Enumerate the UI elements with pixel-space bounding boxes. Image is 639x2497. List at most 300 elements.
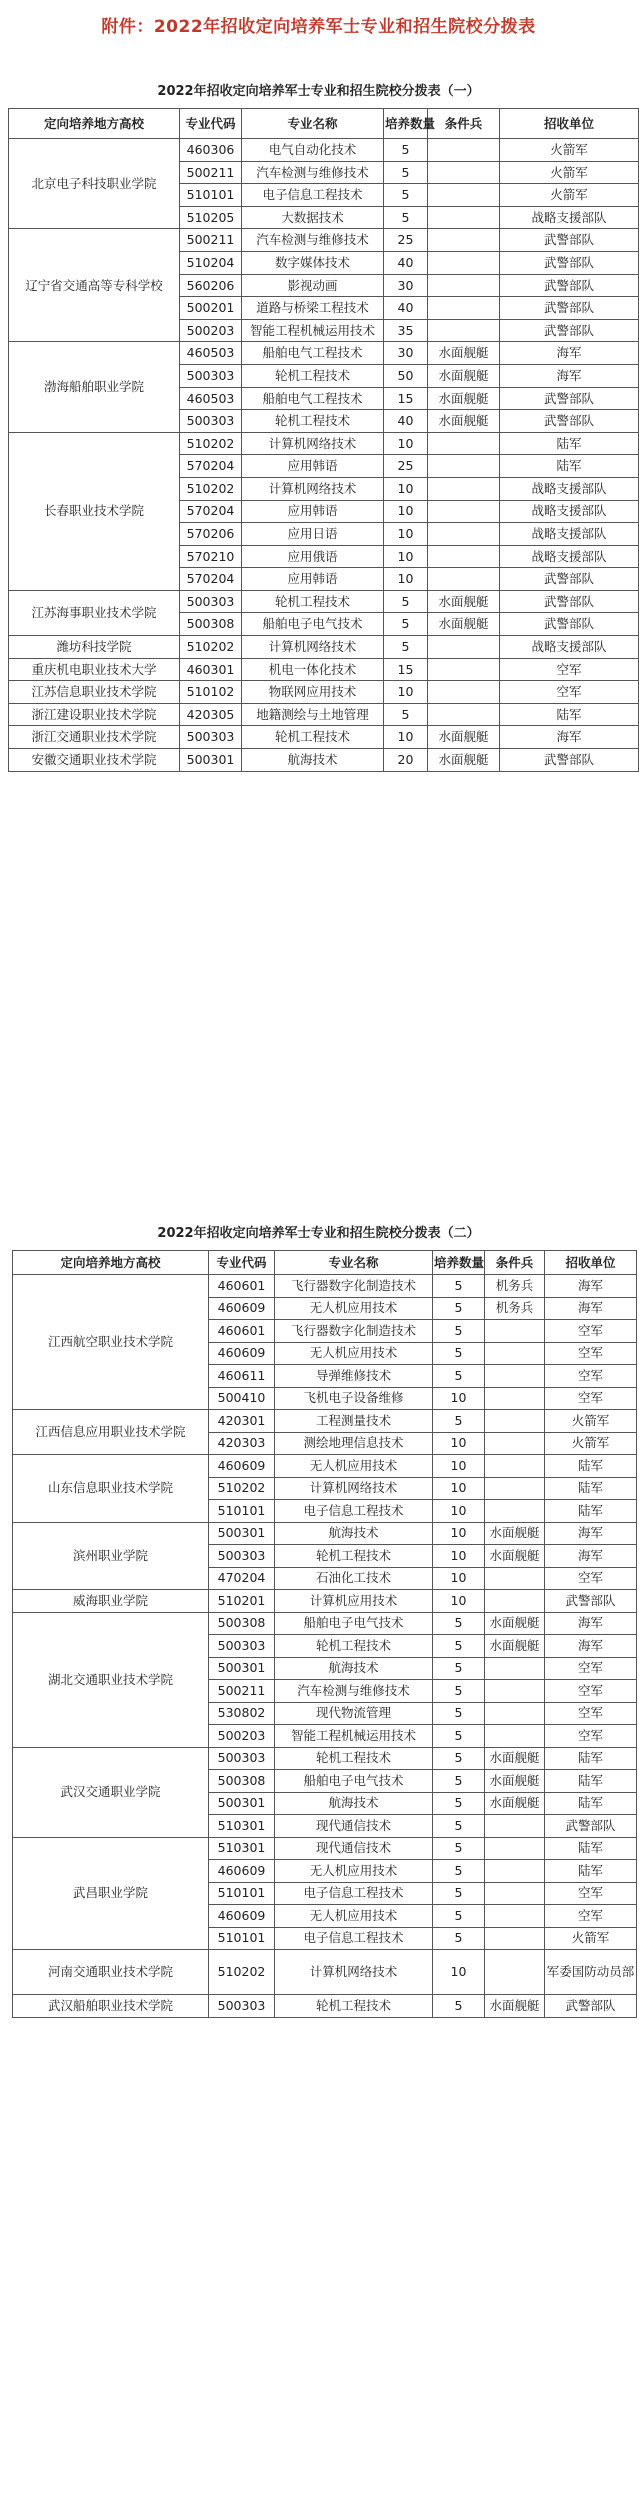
major-code: 500211 bbox=[180, 229, 242, 252]
recruiting-unit: 武警部队 bbox=[500, 274, 639, 297]
major-code: 420305 bbox=[180, 703, 242, 726]
major-code: 530802 bbox=[209, 1702, 275, 1725]
recruiting-unit: 火箭军 bbox=[545, 1410, 637, 1433]
major-code: 500303 bbox=[180, 726, 242, 749]
quantity: 25 bbox=[384, 229, 428, 252]
recruiting-unit: 武警部队 bbox=[545, 1995, 637, 2018]
major-name: 无人机应用技术 bbox=[275, 1860, 433, 1883]
recruiting-unit: 空军 bbox=[500, 658, 639, 681]
school-name: 辽宁省交通高等专科学校 bbox=[9, 229, 180, 342]
major-name: 船舶电子电气技术 bbox=[275, 1770, 433, 1793]
major-name: 智能工程机械运用技术 bbox=[242, 319, 384, 342]
major-name: 机电一体化技术 bbox=[242, 658, 384, 681]
quantity: 30 bbox=[384, 274, 428, 297]
major-code: 510202 bbox=[180, 432, 242, 455]
quantity: 15 bbox=[384, 387, 428, 410]
quantity: 5 bbox=[433, 1702, 485, 1725]
condition bbox=[485, 1477, 545, 1500]
condition bbox=[428, 161, 500, 184]
recruiting-unit: 海军 bbox=[545, 1275, 637, 1298]
major-name: 航海技术 bbox=[275, 1522, 433, 1545]
major-code: 510202 bbox=[180, 477, 242, 500]
major-code: 500203 bbox=[209, 1725, 275, 1748]
school-name: 湖北交通职业技术学院 bbox=[13, 1612, 209, 1747]
major-name: 汽车检测与维修技术 bbox=[275, 1680, 433, 1703]
major-name: 航海技术 bbox=[242, 749, 384, 772]
major-code: 500303 bbox=[209, 1995, 275, 2018]
major-name: 航海技术 bbox=[275, 1792, 433, 1815]
condition: 水面舰艇 bbox=[428, 410, 500, 433]
table-row bbox=[9, 432, 639, 455]
school-name: 武昌职业学院 bbox=[13, 1837, 209, 1950]
major-code: 510301 bbox=[209, 1837, 275, 1860]
recruiting-unit: 陆军 bbox=[545, 1477, 637, 1500]
major-name: 计算机网络技术 bbox=[275, 1950, 433, 1995]
header-quantity: 培养数量 bbox=[433, 1251, 485, 1275]
school-name: 浙江交通职业技术学院 bbox=[9, 726, 180, 749]
document-title: 附件：2022年招收定向培养军士专业和招生院校分拨表 bbox=[101, 17, 536, 37]
table-row bbox=[13, 1995, 637, 2018]
major-code: 510301 bbox=[209, 1815, 275, 1838]
major-code: 460301 bbox=[180, 658, 242, 681]
major-code: 510101 bbox=[209, 1500, 275, 1523]
major-code: 460601 bbox=[209, 1320, 275, 1343]
condition bbox=[485, 1410, 545, 1433]
major-name: 轮机工程技术 bbox=[275, 1747, 433, 1770]
table-row bbox=[9, 139, 639, 162]
condition bbox=[428, 523, 500, 546]
major-name: 现代通信技术 bbox=[275, 1815, 433, 1838]
quantity: 5 bbox=[433, 1320, 485, 1343]
major-name: 大数据技术 bbox=[242, 206, 384, 229]
quantity: 10 bbox=[433, 1477, 485, 1500]
header-major: 专业名称 bbox=[275, 1251, 433, 1275]
major-name: 现代通信技术 bbox=[275, 1837, 433, 1860]
condition bbox=[428, 274, 500, 297]
major-name: 导弹维修技术 bbox=[275, 1365, 433, 1388]
quantity: 5 bbox=[433, 1342, 485, 1365]
condition: 水面舰艇 bbox=[485, 1522, 545, 1545]
school-name: 江西航空职业技术学院 bbox=[13, 1275, 209, 1410]
recruiting-unit: 武警部队 bbox=[500, 749, 639, 772]
major-name: 计算机网络技术 bbox=[242, 432, 384, 455]
condition bbox=[485, 1342, 545, 1365]
recruiting-unit: 战略支援部队 bbox=[500, 523, 639, 546]
quantity: 25 bbox=[384, 455, 428, 478]
major-code: 420301 bbox=[209, 1410, 275, 1433]
quantity: 10 bbox=[384, 545, 428, 568]
major-name: 数字媒体技术 bbox=[242, 251, 384, 274]
major-name: 轮机工程技术 bbox=[275, 1635, 433, 1658]
recruiting-unit: 空军 bbox=[545, 1680, 637, 1703]
school-name: 浙江建设职业技术学院 bbox=[9, 703, 180, 726]
condition bbox=[485, 1365, 545, 1388]
condition bbox=[485, 1500, 545, 1523]
quantity: 10 bbox=[433, 1500, 485, 1523]
major-name: 智能工程机械运用技术 bbox=[275, 1725, 433, 1748]
table-row bbox=[13, 1837, 637, 1860]
major-code: 570204 bbox=[180, 455, 242, 478]
major-name: 船舶电气工程技术 bbox=[242, 342, 384, 365]
recruiting-unit: 空军 bbox=[545, 1725, 637, 1748]
condition bbox=[485, 1657, 545, 1680]
major-code: 500308 bbox=[209, 1770, 275, 1793]
major-code: 460609 bbox=[209, 1860, 275, 1883]
recruiting-unit: 火箭军 bbox=[545, 1432, 637, 1455]
condition bbox=[485, 1567, 545, 1590]
recruiting-unit: 战略支援部队 bbox=[500, 477, 639, 500]
condition bbox=[428, 184, 500, 207]
recruiting-unit: 武警部队 bbox=[545, 1815, 637, 1838]
major-code: 460611 bbox=[209, 1365, 275, 1388]
quantity: 5 bbox=[433, 1612, 485, 1635]
quantity: 5 bbox=[433, 1275, 485, 1298]
major-code: 500303 bbox=[180, 410, 242, 433]
major-name: 船舶电子电气技术 bbox=[275, 1612, 433, 1635]
quantity: 10 bbox=[384, 477, 428, 500]
table-row bbox=[9, 749, 639, 772]
recruiting-unit: 空军 bbox=[545, 1657, 637, 1680]
condition bbox=[428, 139, 500, 162]
recruiting-unit: 战略支援部队 bbox=[500, 636, 639, 659]
major-code: 510202 bbox=[209, 1477, 275, 1500]
table-row bbox=[13, 1612, 637, 1635]
condition bbox=[485, 1905, 545, 1928]
quantity: 5 bbox=[384, 613, 428, 636]
table-row bbox=[9, 681, 639, 704]
major-name: 无人机应用技术 bbox=[275, 1905, 433, 1928]
major-name: 电子信息工程技术 bbox=[275, 1927, 433, 1950]
quantity: 5 bbox=[433, 1927, 485, 1950]
condition bbox=[485, 1387, 545, 1410]
major-code: 500303 bbox=[180, 364, 242, 387]
header-unit: 招收单位 bbox=[500, 109, 639, 139]
major-name: 飞机电子设备维修 bbox=[275, 1387, 433, 1410]
major-code: 510204 bbox=[180, 251, 242, 274]
school-name: 安徽交通职业技术学院 bbox=[9, 749, 180, 772]
table-row bbox=[13, 1410, 637, 1433]
major-name: 无人机应用技术 bbox=[275, 1342, 433, 1365]
table-row bbox=[9, 726, 639, 749]
major-name: 无人机应用技术 bbox=[275, 1297, 433, 1320]
major-code: 500301 bbox=[180, 749, 242, 772]
condition bbox=[428, 500, 500, 523]
header-row bbox=[9, 109, 639, 139]
allocation-table-2 bbox=[12, 1250, 637, 2018]
school-name: 武汉交通职业学院 bbox=[13, 1747, 209, 1837]
recruiting-unit: 陆军 bbox=[500, 432, 639, 455]
condition bbox=[428, 703, 500, 726]
school-name: 渤海船舶职业学院 bbox=[9, 342, 180, 432]
recruiting-unit: 空军 bbox=[545, 1702, 637, 1725]
recruiting-unit: 陆军 bbox=[545, 1792, 637, 1815]
header-row bbox=[13, 1251, 637, 1275]
quantity: 10 bbox=[433, 1432, 485, 1455]
quantity: 35 bbox=[384, 319, 428, 342]
school-name: 武汉船舶职业技术学院 bbox=[13, 1995, 209, 2018]
quantity: 10 bbox=[384, 681, 428, 704]
major-code: 500203 bbox=[180, 319, 242, 342]
quantity: 5 bbox=[433, 1635, 485, 1658]
major-name: 计算机应用技术 bbox=[275, 1590, 433, 1613]
recruiting-unit: 武警部队 bbox=[545, 1590, 637, 1613]
recruiting-unit: 空军 bbox=[545, 1365, 637, 1388]
major-name: 轮机工程技术 bbox=[242, 726, 384, 749]
major-name: 船舶电气工程技术 bbox=[242, 387, 384, 410]
condition: 水面舰艇 bbox=[428, 364, 500, 387]
recruiting-unit: 陆军 bbox=[500, 703, 639, 726]
school-name: 威海职业学院 bbox=[13, 1590, 209, 1613]
major-name: 汽车检测与维修技术 bbox=[242, 229, 384, 252]
major-name: 计算机网络技术 bbox=[242, 636, 384, 659]
condition bbox=[485, 1590, 545, 1613]
quantity: 5 bbox=[433, 1657, 485, 1680]
recruiting-unit: 海军 bbox=[545, 1545, 637, 1568]
quantity: 30 bbox=[384, 342, 428, 365]
major-code: 510205 bbox=[180, 206, 242, 229]
table-row bbox=[9, 636, 639, 659]
condition bbox=[485, 1860, 545, 1883]
recruiting-unit: 空军 bbox=[545, 1905, 637, 1928]
major-code: 460609 bbox=[209, 1905, 275, 1928]
condition bbox=[428, 477, 500, 500]
table-row bbox=[9, 590, 639, 613]
recruiting-unit: 空军 bbox=[545, 1320, 637, 1343]
recruiting-unit: 武警部队 bbox=[500, 387, 639, 410]
condition: 水面舰艇 bbox=[428, 613, 500, 636]
quantity: 10 bbox=[384, 432, 428, 455]
recruiting-unit: 空军 bbox=[545, 1387, 637, 1410]
quantity: 5 bbox=[433, 1747, 485, 1770]
recruiting-unit: 武警部队 bbox=[500, 568, 639, 591]
school-name: 滨州职业学院 bbox=[13, 1522, 209, 1590]
major-code: 500211 bbox=[209, 1680, 275, 1703]
condition: 水面舰艇 bbox=[485, 1635, 545, 1658]
major-code: 460503 bbox=[180, 387, 242, 410]
table-caption: 2022年招收定向培养军士专业和招生院校分拨表（一） bbox=[157, 84, 480, 99]
header-condition: 条件兵 bbox=[428, 109, 500, 139]
table-row bbox=[9, 703, 639, 726]
major-code: 570206 bbox=[180, 523, 242, 546]
quantity: 5 bbox=[433, 1860, 485, 1883]
quantity: 5 bbox=[433, 1725, 485, 1748]
major-code: 500410 bbox=[209, 1387, 275, 1410]
major-code: 460306 bbox=[180, 139, 242, 162]
condition bbox=[485, 1680, 545, 1703]
major-code: 500303 bbox=[209, 1545, 275, 1568]
major-name: 计算机网络技术 bbox=[275, 1477, 433, 1500]
condition bbox=[485, 1815, 545, 1838]
condition: 水面舰艇 bbox=[485, 1747, 545, 1770]
major-name: 电气自动化技术 bbox=[242, 139, 384, 162]
recruiting-unit: 战略支援部队 bbox=[500, 545, 639, 568]
major-name: 电子信息工程技术 bbox=[275, 1882, 433, 1905]
major-name: 飞行器数字化制造技术 bbox=[275, 1275, 433, 1298]
quantity: 5 bbox=[433, 1410, 485, 1433]
quantity: 10 bbox=[433, 1590, 485, 1613]
major-code: 470204 bbox=[209, 1567, 275, 1590]
recruiting-unit: 武警部队 bbox=[500, 410, 639, 433]
major-name: 应用俄语 bbox=[242, 545, 384, 568]
quantity: 10 bbox=[384, 726, 428, 749]
school-name: 重庆机电职业技术大学 bbox=[9, 658, 180, 681]
recruiting-unit: 海军 bbox=[545, 1635, 637, 1658]
quantity: 5 bbox=[433, 1297, 485, 1320]
recruiting-unit: 海军 bbox=[545, 1522, 637, 1545]
quantity: 40 bbox=[384, 251, 428, 274]
recruiting-unit: 空军 bbox=[545, 1567, 637, 1590]
condition: 水面舰艇 bbox=[485, 1612, 545, 1635]
condition: 机务兵 bbox=[485, 1297, 545, 1320]
recruiting-unit: 陆军 bbox=[500, 455, 639, 478]
header-school: 定向培养地方高校 bbox=[9, 109, 180, 139]
major-name: 计算机网络技术 bbox=[242, 477, 384, 500]
major-name: 飞行器数字化制造技术 bbox=[275, 1320, 433, 1343]
major-name: 石油化工技术 bbox=[275, 1567, 433, 1590]
quantity: 5 bbox=[433, 1882, 485, 1905]
condition: 水面舰艇 bbox=[428, 726, 500, 749]
quantity: 10 bbox=[433, 1567, 485, 1590]
condition bbox=[428, 206, 500, 229]
condition: 水面舰艇 bbox=[428, 342, 500, 365]
major-code: 500211 bbox=[180, 161, 242, 184]
quantity: 50 bbox=[384, 364, 428, 387]
quantity: 5 bbox=[433, 1905, 485, 1928]
recruiting-unit: 火箭军 bbox=[545, 1927, 637, 1950]
major-code: 500301 bbox=[209, 1657, 275, 1680]
quantity: 10 bbox=[433, 1950, 485, 1995]
school-name: 长春职业技术学院 bbox=[9, 432, 180, 590]
recruiting-unit: 武警部队 bbox=[500, 613, 639, 636]
major-code: 510202 bbox=[180, 636, 242, 659]
major-code: 460609 bbox=[209, 1455, 275, 1478]
recruiting-unit: 空军 bbox=[545, 1882, 637, 1905]
major-name: 地籍测绘与土地管理 bbox=[242, 703, 384, 726]
major-code: 500308 bbox=[209, 1612, 275, 1635]
condition bbox=[485, 1882, 545, 1905]
recruiting-unit: 军委国防动员部 bbox=[545, 1950, 637, 1995]
quantity: 5 bbox=[433, 1837, 485, 1860]
major-name: 应用日语 bbox=[242, 523, 384, 546]
condition bbox=[485, 1702, 545, 1725]
quantity: 10 bbox=[433, 1455, 485, 1478]
major-name: 无人机应用技术 bbox=[275, 1455, 433, 1478]
quantity: 5 bbox=[433, 1770, 485, 1793]
condition bbox=[428, 545, 500, 568]
major-code: 460609 bbox=[209, 1297, 275, 1320]
header-code: 专业代码 bbox=[209, 1251, 275, 1275]
major-name: 应用韩语 bbox=[242, 568, 384, 591]
condition: 水面舰艇 bbox=[485, 1545, 545, 1568]
major-name: 轮机工程技术 bbox=[242, 410, 384, 433]
condition: 水面舰艇 bbox=[428, 749, 500, 772]
condition bbox=[485, 1320, 545, 1343]
major-name: 影视动画 bbox=[242, 274, 384, 297]
recruiting-unit: 武警部队 bbox=[500, 590, 639, 613]
recruiting-unit: 陆军 bbox=[545, 1860, 637, 1883]
recruiting-unit: 陆军 bbox=[545, 1770, 637, 1793]
major-name: 工程测量技术 bbox=[275, 1410, 433, 1433]
major-name: 应用韩语 bbox=[242, 455, 384, 478]
major-code: 510101 bbox=[209, 1927, 275, 1950]
quantity: 5 bbox=[384, 184, 428, 207]
major-code: 510201 bbox=[209, 1590, 275, 1613]
quantity: 5 bbox=[384, 206, 428, 229]
condition bbox=[428, 568, 500, 591]
major-name: 测绘地理信息技术 bbox=[275, 1432, 433, 1455]
school-name: 山东信息职业技术学院 bbox=[13, 1455, 209, 1523]
major-code: 460601 bbox=[209, 1275, 275, 1298]
recruiting-unit: 海军 bbox=[500, 726, 639, 749]
condition bbox=[428, 297, 500, 320]
major-code: 510202 bbox=[209, 1950, 275, 1995]
quantity: 5 bbox=[433, 1365, 485, 1388]
quantity: 20 bbox=[384, 749, 428, 772]
header-quantity: 培养数量 bbox=[384, 109, 428, 139]
quantity: 5 bbox=[384, 161, 428, 184]
recruiting-unit: 陆军 bbox=[545, 1837, 637, 1860]
recruiting-unit: 战略支援部队 bbox=[500, 500, 639, 523]
quantity: 5 bbox=[384, 636, 428, 659]
recruiting-unit: 武警部队 bbox=[500, 297, 639, 320]
condition: 水面舰艇 bbox=[485, 1770, 545, 1793]
recruiting-unit: 火箭军 bbox=[500, 139, 639, 162]
school-name: 北京电子科技职业学院 bbox=[9, 139, 180, 229]
major-code: 500201 bbox=[180, 297, 242, 320]
quantity: 40 bbox=[384, 297, 428, 320]
major-code: 510102 bbox=[180, 681, 242, 704]
condition: 水面舰艇 bbox=[428, 387, 500, 410]
major-name: 航海技术 bbox=[275, 1657, 433, 1680]
major-name: 船舶电子电气技术 bbox=[242, 613, 384, 636]
major-name: 应用韩语 bbox=[242, 500, 384, 523]
major-code: 500301 bbox=[209, 1792, 275, 1815]
recruiting-unit: 火箭军 bbox=[500, 184, 639, 207]
quantity: 10 bbox=[384, 568, 428, 591]
condition: 水面舰艇 bbox=[428, 590, 500, 613]
recruiting-unit: 陆军 bbox=[545, 1747, 637, 1770]
table-row bbox=[13, 1522, 637, 1545]
condition: 机务兵 bbox=[485, 1275, 545, 1298]
major-code: 500301 bbox=[209, 1522, 275, 1545]
quantity: 5 bbox=[433, 1815, 485, 1838]
school-name: 江苏信息职业技术学院 bbox=[9, 681, 180, 704]
recruiting-unit: 火箭军 bbox=[500, 161, 639, 184]
quantity: 5 bbox=[384, 703, 428, 726]
major-code: 510101 bbox=[209, 1882, 275, 1905]
table-row bbox=[13, 1455, 637, 1478]
major-name: 道路与桥梁工程技术 bbox=[242, 297, 384, 320]
major-code: 570204 bbox=[180, 500, 242, 523]
recruiting-unit: 武警部队 bbox=[500, 319, 639, 342]
major-name: 电子信息工程技术 bbox=[242, 184, 384, 207]
recruiting-unit: 空军 bbox=[545, 1342, 637, 1365]
major-name: 轮机工程技术 bbox=[275, 1995, 433, 2018]
quantity: 5 bbox=[384, 590, 428, 613]
major-code: 500303 bbox=[180, 590, 242, 613]
header-school: 定向培养地方高校 bbox=[13, 1251, 209, 1275]
school-name: 潍坊科技学院 bbox=[9, 636, 180, 659]
recruiting-unit: 陆军 bbox=[545, 1500, 637, 1523]
condition bbox=[485, 1432, 545, 1455]
condition bbox=[428, 229, 500, 252]
quantity: 5 bbox=[433, 1995, 485, 2018]
condition bbox=[485, 1950, 545, 1995]
quantity: 10 bbox=[433, 1387, 485, 1410]
condition bbox=[428, 251, 500, 274]
condition bbox=[485, 1455, 545, 1478]
allocation-table-1 bbox=[8, 108, 639, 772]
